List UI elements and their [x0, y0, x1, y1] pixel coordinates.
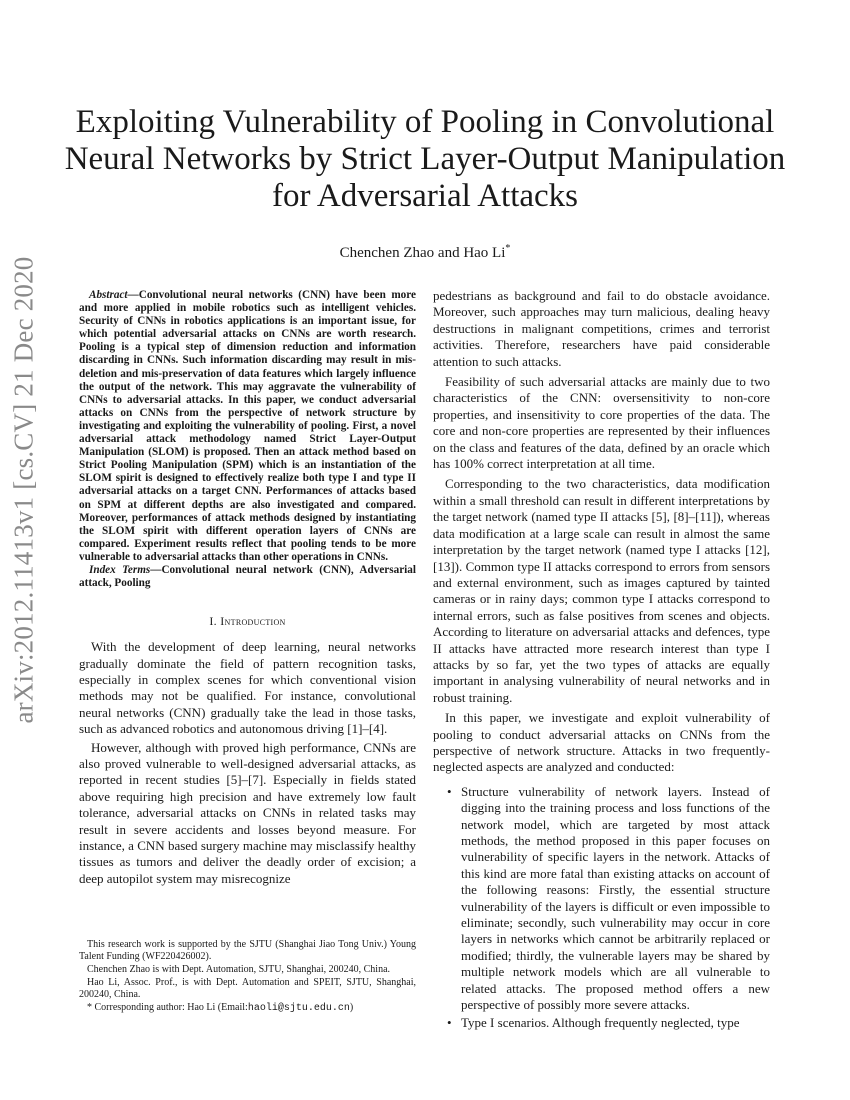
footnotes: [79, 939, 416, 1016]
abstract: [79, 289, 416, 564]
list-item: • Type I scenarios. Although frequently neglected, type: [433, 1015, 770, 1031]
footnote-author-1: Chenchen Zhao is with Dept. Automation, SJTU, Shanghai, 200240, China.: [87, 964, 391, 975]
right-paragraph-3: Corresponding to the two characteristics, data modification within a small threshold can result in different interpretations by the target network (named type II attacks [5], [8]–[11]), whereas data modification at a large scale can result in almost the same interpretation by the target network (named type I attacks [12], [13]). Common type II attacks correspond to errors from sensors and external environment, such as images captured by tainted cameras or in rainy days; common type I attacks correspond to internal errors, such as false positives from scenes and objects. According to literature on adversarial attacks and defences, type II attacks have attracted more research interest than type I attacks by so far, yet the two types of attacks are equally important in analysing vulnerability of neural networks and in robust training.: [433, 476, 770, 705]
footnote-funding: This research work is supported by the SJTU (Shanghai Jiao Tong Univ.) Young Talent Funding (WF220426002).: [79, 939, 416, 962]
right-paragraph-4: In this paper, we investigate and exploit vulnerability of pooling to conduct adversarial attacks on CNNs from the perspective of network structure. Attacks in two frequently-neglected aspects are analyzed and conducted:: [433, 710, 770, 775]
abstract-text: —Convolutional neural networks (CNN) have been more and more applied in mobile robotics such as intelligent vehicles. Security of CNNs in robotics applications is an important issue, for which potential adversarial attacks on CNNs are worth research. Pooling is a typical step of dimension reduction and information discarding in CNNs. Such information discarding may result in mis-deletion and mis-preservation of data features which largely influence the output of the network. This may aggravate the vulnerability of CNNs to adversarial attacks. In this paper, we conduct adversarial attacks on CNNs from the perspective of network structure by investigating and exploiting the vulnerability of pooling. First, a novel adversarial attack methodology named Strict Layer-Output Manipulation (SLOM) is proposed. Then an attack method based on Strict Pooling Manipulation (SPM) which is an instantiation of the SLOM spirit is designed to effectively realize both type I and type II adversarial attacks on a target CNN. Performances of attacks based on SPM at different depths are also investigated and compared. Moreover, performances of attack methods designed by instantiating the SLOM spirit with different operation layers of CNNs are compared. Experiment results reflect that pooling tends to be more vulnerable to adversarial attacks than other operations in CNNs.: [79, 289, 416, 563]
index-terms-text: —Convolutional neural network (CNN), Adversarial attack, Pooling: [79, 563, 416, 590]
footnote-corresponding-prefix: * Corresponding author: Hao Li (Email:: [87, 1002, 248, 1013]
footnote-corresponding: [79, 1002, 416, 1015]
left-column: [79, 289, 416, 887]
right-column: [433, 288, 770, 1034]
author-names: Chenchen Zhao and Hao Li: [339, 245, 506, 261]
corresponding-author-mark: *: [505, 243, 511, 254]
paper-title: Exploiting Vulnerability of Pooling in Convolutional Neural Networks by Strict Layer-Output Manipulation for Adversarial Attacks: [64, 104, 786, 214]
right-paragraph-2: Feasibility of such adversarial attacks are mainly due to two characteristics of the CNN: oversensitivity to non-core properties, and insensitivity to core properties of the data. The core and non-core properties are represented by their influences on the class and features of the data, defined by an oracle which has 100% correct interpretation at all time.: [433, 374, 770, 472]
footnote-corresponding-suffix: ): [349, 1002, 354, 1013]
index-terms-label: Index Terms: [89, 563, 151, 576]
index-terms: [79, 564, 416, 590]
abstract-label: Abstract: [89, 289, 128, 301]
contribution-list: [433, 784, 770, 1032]
section-heading-introduction: [79, 614, 416, 629]
right-paragraph-1: pedestrians as background and fail to do obstacle avoidance. Moreover, such approaches may turn malicious, dealing heavy destructions in malignant competitions, crimes and terrorist activities. Therefore, researchers have paid considerable attention to such attacks.: [433, 288, 770, 369]
email-link[interactable]: haoli@sjtu.edu.cn: [247, 1003, 350, 1014]
footnote-author-2: Hao Li, Assoc. Prof., is with Dept. Automation and SPEIT, SJTU, Shanghai, 200240, China.: [79, 977, 416, 1000]
author-line: [60, 243, 790, 262]
intro-paragraph-1: With the development of deep learning, neural networks gradually dominate the field of pattern recognition tasks, especially in complex scenes for which conventional vision methods may not be qualified. For instance, convolutional neural networks (CNN) gradually take the lead in those tasks, such as advanced robotics and autonomous driving [1]–[4].: [79, 639, 416, 737]
section-number: I.: [209, 614, 217, 629]
section-title: Introduction: [220, 614, 286, 629]
list-item: • Structure vulnerability of network layers. Instead of digging into the training process and loss functions of the network model, which are targeted by most attack methods, the method proposed in this paper focuses on vulnerability of specific layers in the network. Attacks of this kind are more fatal than existing attacks on account of the following reasons: Firstly, the essential structure vulnerability of the layers is difficult or even impossible to eliminate; secondly, such vulnerability may occur in core layers in networks which cannot be arbitrarily replaced or modified; thirdly, the vulnerable layers may be shared by multiple network models which are all vulnerable to related attacks. The proposed method offers a new perspective of possibly more severe attacks.: [433, 784, 770, 1014]
intro-paragraph-2: However, although with proved high performance, CNNs are also proved vulnerable to well-designed adversarial attacks, as reported in recent studies [5]–[7]. Especially in fields stated above requiring high precision and have extremely low fault tolerance, adversarial attacks on CNNs in related tasks may result in severe accidents and losses beyond measure. For instance, a CNN based surgery machine may misclassify healthy tissues as tumors and deliver the deadly order of excision; a deep autopilot system may misrecognize: [79, 739, 416, 886]
arxiv-stamp-text: arXiv:2012.11413v1 [cs.CV] 21 Dec 2020: [8, 256, 39, 724]
arxiv-identifier-stamp: [2, 256, 46, 724]
